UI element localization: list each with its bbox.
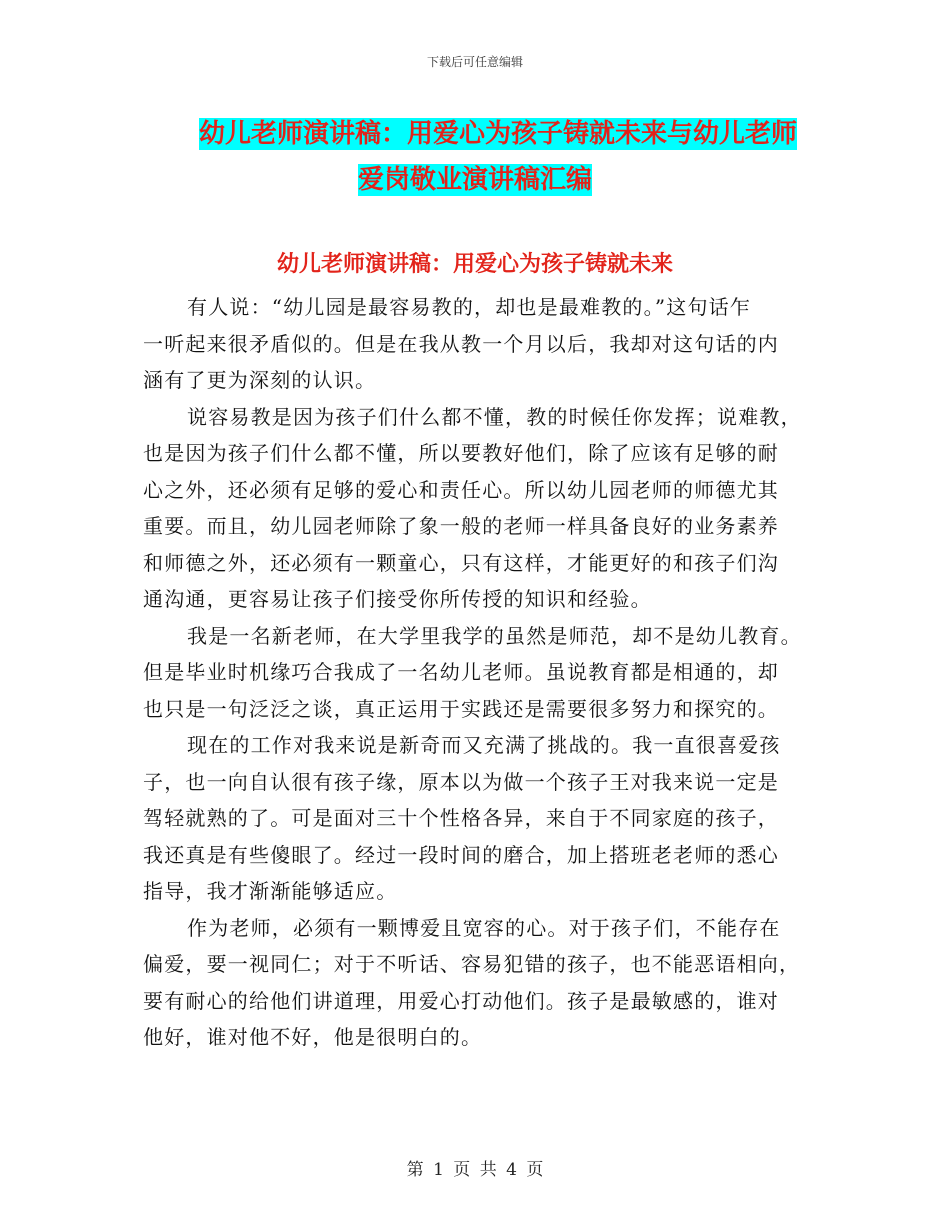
text-line: 要有耐心的给他们讲道理，用爱心打动他们。孩子是最敏感的，谁对 — [143, 988, 779, 1013]
text-line: 我是一名新老师，在大学里我学的虽然是师范，却不是幼儿教育。 — [187, 623, 802, 648]
text-line: 有人说：“幼儿园是最容易教的，却也是最难教的。”这句话乍 — [187, 295, 752, 319]
text-line: 子，也一向自认很有孩子缘，原本以为做一个孩子王对我来说一定是 — [143, 769, 779, 794]
text-line: 偏爱，要一视同仁；对于不听话、容易犯错的孩子，也不能恶语相向， — [143, 952, 801, 976]
document-title-line-1: 幼儿老师演讲稿：用爱心为孩子铸就未来与幼儿老师 — [198, 119, 797, 149]
text-line: 也只是一句泛泛之谈，真正运用于实践还是需要很多努力和探究的。 — [143, 696, 779, 721]
paragraph — [143, 618, 810, 728]
page-footer: 第 1 页 共 4 页 — [406, 1160, 544, 1180]
text-line: 通沟通，更容易让孩子们接受你所传授的知识和经验。 — [143, 587, 652, 611]
text-line: 也是因为孩子们什么都不懂，所以要教好他们，除了应该有足够的耐 — [143, 441, 779, 465]
header-note: 下载后可任意编辑 — [426, 55, 523, 69]
text-line: 和师德之外，还必须有一颗童心，只有这样，才能更好的和孩子们沟 — [143, 550, 779, 575]
text-line: 我还真是有些傻眼了。经过一段时间的磨合，加上搭班老老师的悉心 — [143, 842, 779, 867]
section-title: 幼儿老师演讲稿：用爱心为孩子铸就未来 — [276, 252, 673, 277]
paragraph — [143, 399, 810, 618]
paragraph — [143, 289, 810, 399]
body-text — [143, 289, 810, 1056]
text-line: 驾轻就熟的了。可是面对三十个性格各异，来自于不同家庭的孩子， — [143, 806, 779, 830]
text-line: 涵有了更为深刻的认识。 — [143, 368, 377, 392]
paragraph — [143, 910, 810, 1056]
paragraph — [143, 727, 810, 910]
text-line: 说容易教是因为孩子们什么都不懂，教的时候任你发挥；说难教， — [187, 404, 802, 429]
text-line: 他好，谁对他不好，他是很明白的。 — [143, 1025, 483, 1049]
document-title-line-2: 爱岗敬业演讲稿汇编 — [357, 165, 592, 195]
text-line: 现在的工作对我来说是新奇而又充满了挑战的。我一直很喜爱孩 — [187, 733, 781, 757]
text-line: 一听起来很矛盾似的。但是在我从教一个月以后，我却对这句话的内 — [143, 331, 779, 356]
text-line: 重要。而且，幼儿园老师除了象一般的老师一样具备良好的业务素养 — [143, 514, 779, 538]
text-line: 但是毕业时机缘巧合我成了一名幼儿老师。虽说教育都是相通的，却 — [143, 660, 779, 684]
text-line: 指导，我才渐渐能够适应。 — [143, 879, 398, 903]
text-line: 心之外，还必须有足够的爱心和责任心。所以幼儿园老师的师德尤其 — [143, 477, 779, 502]
text-line: 作为老师，必须有一颗博爱且宽容的心。对于孩子们，不能存在 — [187, 915, 781, 940]
